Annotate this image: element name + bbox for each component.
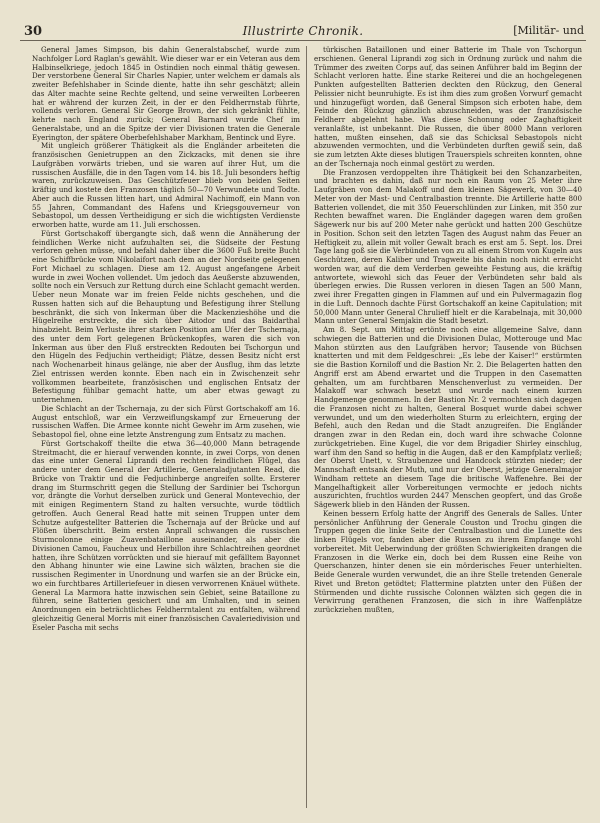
paragraph: Fürst Gortschakoff übergangte sich, daß wenn die Annäherung der feindlichen Werke nicht aufzuhalten sei, die Südseite der Festung verloren gehen müsse, und befahl daher über die 3600 Fuß breite Bucht eine Schiffbrücke vom Nikolaifort nach dem an der Nordseite gelegenen Fort Michael zu schlagen. Diese am 12. August angefangene Arbeit wurde in zwei Wochen vollendet. Um jedoch das Aeußerste abzuwenden, sollte noch ein Versuch zur Rettung durch eine Schlacht gemacht werden. Ueber neun Monate war im freien Felde nichts geschehen, und die Russen hatten sich auf die Behauptung und Befestigung ihrer Stellung beschränkt, die sich von Inkerman über die Mackenzieshöhe und die Hügelreihe erstreckte, die sich über Aitodor und das Baidarthal hinabzieht. Beim Verluste ihrer starken Position am Ufer der Tschernaja, des unter dem Fort gelegenen Brückenkopfes, waren die sich von Inkerman aus über den Fluß erstreckten Redouten bei Tschorgun und den Hügeln des Fedjuchin vertheidigt; Plätze, dessen Besitz nicht erst nach Wochenarbeit hinaus gelänge, nie aber der Ausflug, ihm das letzte Ziel entrissen werden konnte. Eben nach ein in Zwischenzeit sehr vollkommen bearbeitete, französischen und englischen Entsatz der Befestigung fühlbar gemacht hatte, um aber etwas gewagt zu unternehmen.: [32, 228, 300, 404]
paragraph: General James Simpson, bis dahin Generalstabschef, wurde zum Nachfolger Lord Raglan's gewählt. Wie dieser war er ein Veteran aus dem Halbinselkriege, jedoch 1845 in Ostindien noch einmal thätig gewesen. Der verstorbene General Sir Charles Napier, unter welchem er damals als zweiter Befehlshaber in Scinde diente, hatte ihn sehr geschätzt; allein das Alter machte seine Rechte geltend, und seine verweilten Lorbeeren hat er während der kurzen Zeit, in der er den Feldherrnstab führte, vollends verloren. General Sir George Brown, der sich gekränkt fühlte, kehrte nach England zurück; General Barnard wurde Chef im Generalstabe, und an die Spitze der vier Divisionen traten die Generale Eyerington, der spätere Oberbefehlshaber Markham, Bentinck und Eyre.: [32, 46, 300, 142]
running-section: [Militär- und: [513, 24, 584, 37]
page: [20, 22, 586, 812]
paragraph: Die Franzosen verdoppelten ihre Thätigkeit bei den Schanzarbeiten, und brachten es dahin, daß nur noch ein Raum von 25 Meter ihre Laufgräben von dem Malakoff und dem kleinen Sägewerk, von 30—40 Meter von der Mast- und Centralbastion trennte. Die Artillerie hatte 800 Batterien vollendet, die mit 350 Feuerschlünden zur Linken, mit 350 zur Rechten bewaffnet waren. Die Engländer dagegen waren dem großen Sägewerk nur bis auf 200 Meter nahe gerückt und hatten 200 Geschütze in Position. Schon seit den letzten Tagen des August nahm das Feuer an Heftigkeit zu, allein mit voller Gewalt brach es erst am 5. Sept. los. Drei Tage lang goß sie die Verbündeten von zu all einem Strom von Kugeln aus Geschützen, deren Kaliber und Tragweite bis dahin noch nicht erreicht worden war, auf die dem Verderben geweihte Festung aus, die kräftig antwortete, wiewohl sich das Feuer der Verbündeten sehr bald als überlegen erwies. Die Russen verloren in diesen Tagen an 500 Mann, zwei ihrer Fregatten gingen in Flammen auf und ein Pulvermagazin flog in die Luft. Dennoch dachte Fürst Gortschakoff an keine Capitulation; mit 50,000 Mann unter General Chrulieff hielt er die Karabelnaja, mit 30,000 Mann unter General Semjakin die Stadt besetzt.: [314, 167, 582, 326]
page-number: 30: [24, 24, 43, 39]
paragraph: Mit ungleich größerer Thätigkeit als die Engländer arbeiteten die französischen Genietruppen an den Zickzacks, mit denen sie ihre Laufgräben vorwärts trieben, und sie waren auf ihrer Hut, um die russischen Ausfälle, die in den Tagen vom 14. bis 18. Juli besonders heftig waren, zurückzuweisen. Das Geschützfeuer blieb von beiden Seiten kräftig und kostete den Franzosen täglich 50—70 Verwundete und Todte. Aber auch die Russen litten hart, und Admiral Nachimoff, ein Mann von 55 Jahren, Commandant des Hafens und Kriegsgouverneur von Sebastopol, um dessen Vertheidigung er sich die wichtigsten Verdienste erworben hatte, wurde am 11. Juli erschossen.: [32, 141, 300, 229]
column-divider: [306, 46, 307, 808]
paragraph: Die Schlacht an der Tschernaja, zu der sich Fürst Gortschakoff am 16. August entschloß, war ein Verzweiflungskampf zur Erneuerung der russischen Waffen. Die Armee konnte nicht Gewehr im Arm zusehen, wie Sebastopol fiel, ohne eine letzte Anstrengung zum Entsatz zu machen.: [32, 403, 300, 439]
paragraph: Keinen bessern Erfolg hatte der Angriff des Generals de Salles. Unter persönlicher Anführung der Generale Couston und Trochu gingen die Truppen gegen die linke Seite der Centralbastion und die Lunette des linken Flügels vor, fanden aber die Russen zu ihrem Empfange wohl vorbereitet. Mit Ueberwindung der größten Schwierigkeiten drangen die Franzosen in die Werke ein, doch bei dem Russen eine Reihe von Querschanzen, hinter denen sie ein mörderisches Feuer unterhielten. Beide Generale wurden verwundet, die an ihre Stelle tretenden Generale Rivet und Breton getödtet; Flattermine platzten unter den Füßen der Stürmenden und dichte russische Colonnen wälzten sich gegen die in Verwirrung gerathenen Franzosen, die sich in ihre Waffenplätze zurückziehen mußten,: [314, 508, 582, 614]
paragraph: türkischen Bataillonen und einer Batterie im Thale von Tschorgun erschienen. General Liprandi zog sich in Ordnung zurück und nahm die Trümmer des zweiten Corps auf, das seinen Anführer bald im Beginn der Schlacht verloren hatte. Eine starke Reiterei und die an hochgelegenen Punkten aufgestellten Batterien deckten den Rückzug, den General Pelissier nicht beunruhigte. Es ist ihm dies zum großen Vorwurf gemacht und hinzugefügt worden, daß General Simpson sich erboten habe, dem Feinde den Rückzug gänzlich abzuschneiden, was der französische Feldherr abgelehnt habe. Was diese Schonung oder Zaghaftigkeit veranlaßte, ist unbekannt. Die Russen, die über 8000 Mann verloren hatten, mußten einsehen, daß sie das Schicksal Sebastopols nicht abzuwenden vermochten, und die Verbündeten durften gewiß sein, daß sie zum letzten Akte dieses blutigen Trauerspiels schreiten konnten, ohne an der Tschernaja noch einmal gestört zu werden.: [314, 46, 582, 168]
running-title: Illustrirte Chronik.: [242, 24, 364, 38]
right-column: [314, 46, 582, 808]
left-column: [32, 46, 300, 808]
paragraph: Fürst Gortschakoff theilte die etwa 36—40,000 Mann betragende Streitmacht, die er hierauf verwenden konnte, in zwei Corps, von denen das eine unter General Liprandi den rechten feindlichen Flügel, das andere unter dem General der Artillerie, Generaladjutanten Read, die Brücke von Traktir und die Fedjuchinberge angreifen sollte. Ersterer drang im Sturmschritt gegen die Stellung der Sardinier bei Tschorgun vor, drängte die Vorhut derselben zurück und General Montevechio, der mit einigen Regimentern Stand zu halten versuchte, wurde tödtlich getroffen. Auch General Read hatte mit seinen Truppen unter dem Schutze aufgestellter Batterien die Tschernaja auf der Brücke und auf Flößen überschritt. Beim ersten Anprall schwangen die russischen Sturmcolonne einige Zuavenbataillone auseinander, als aber die Divisionen Camou, Faucheux und Herbillon ihre Schlachtreihen geordnet hatten, ihre Schützen vorrückten und sie hierauf mit gefälltem Bayonnet den Abhang hinunter wie eine Lawine sich wälzten, brachen sie die russischen Regimenter in Unordnung und warfen sie an der Brücke ein, wo ein furchtbares Artilleriefeuer in diesen verworrenen Knäuel wüthete. General La Marmora hatte inzwischen sein Gebiet, seine Bataillone zu führen, seine Batterien gesichert und am Umhalten, und in seinen Anordnungen ein beträchtliches Feldherrntalent zu entfalten, während gleichzeitig General Morris mit einer französischen Cavaleriedivision und Eseler Pascha mit sechs: [32, 438, 300, 632]
paragraph: Am 8. Sept. um Mittag ertönte noch eine allgemeine Salve, dann schwiegen die Batterien und die Divisionen Dulac, Motterouge und Mac Mahon stürzten aus den Laufgräben hervor; Tausende von Büchsen knatterten und mit dem Feldgeschrei: „Es lebe der Kaiser!“ erstürmten sie die Bastion Korniloff und die Bastion Nr. 2. Die Belagerten hatten den Angriff erst am Abend erwartet und die Truppen in den Casematten gehalten, um am furchtbaren Menschenverlust zu vermeiden. Der Malakoff war schwach besetzt und wurde nach einem kurzen Handgemenge genommen. In der Bastion Nr. 2 vermochten sich dagegen die Franzosen nicht zu halten, General Bosquet wurde dabei schwer verwundet, und um den wiederholten Sturm zu erleichtern, erging der Befehl, auch den Redan und die Stadt anzugreifen. Die Engländer drangen zwar in den Redan ein, doch ward ihre schwache Colonne zurückgetrieben. Eine Kugel, die vor dem Brigadier Shirley einschlug, warf ihm den Sand so heftig in die Augen, daß er den Kampfplatz verließ; der Oberst Unett, v. Straubenzee und Handcock stürzten nieder; der Mannschaft entsank der Muth, und nur der Oberst, jetzige Generalmajor Windham rettete an diesem Tage die britische Waffenehre. Bei der Mangelhaftigkeit aller Vorbereitungen vermochte er jedoch nichts auszurichten, fruchtlos wurden 2447 Menschen geopfert, und das Große Sägewerk blieb in den Händen der Russen.: [314, 325, 582, 509]
text-columns: [20, 46, 586, 808]
running-header: [20, 22, 586, 41]
